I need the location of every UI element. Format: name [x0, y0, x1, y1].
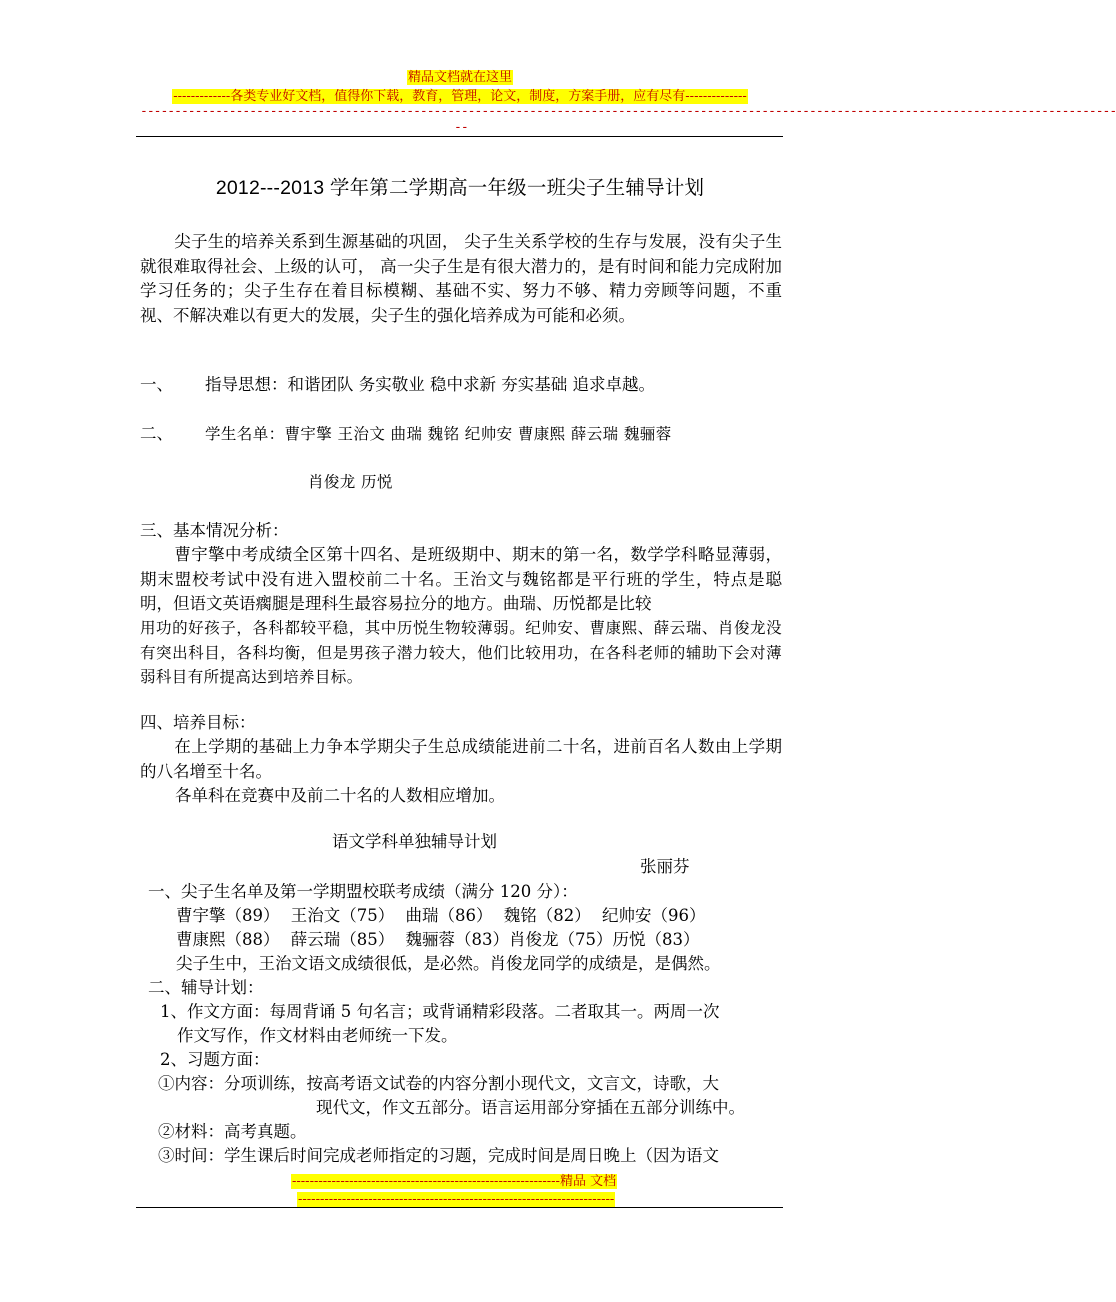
section2-text: 学生名单：曹宇擎 王治文 曲瑞 魏铭 纪帅安 曹康熙 薛云瑞 魏骊蓉 — [205, 425, 672, 443]
intro-paragraph — [140, 230, 782, 328]
section3-heading: 三、基本情况分析： — [140, 521, 289, 540]
chinese-plan-item1-cont: 作文写作，作文材料由老师统一下发。 — [177, 1026, 458, 1045]
document-title: 2012---2013 学年第二学期高一年级一班尖子生辅导计划 — [215, 177, 705, 199]
chinese-plan-item1: 1、作文方面：每周背诵 5 句名言；或背诵精彩段落。二者取其一。两周一次 — [160, 1002, 720, 1021]
intro-text: 尖子生的培养关系到生源基础的巩固， 尖子生关系学校的生存与发展，没有尖子生就很难取得社会、上级的认可， 高一尖子生是有很大潜力的，是有时间和能力完成附加学习任务的；尖子生存在着目标模糊、基础不实、努力不够、精力旁顾等问题，不重视、不解决难以有更大的发展，尖子生的强化培养成为可能和必须。 — [140, 232, 782, 325]
header-subtitle: -------------各类专业好文档，值得你下载，教育，管理，论文，制度，方案手册，应有尽有-------------- — [173, 89, 747, 104]
chinese-plan-author: 张丽芬 — [640, 857, 690, 876]
chinese-plan-scores-row1: 曹宇擎（89） 王治文（75） 曲瑞（86） 魏铭（82） 纪帅安（96） — [176, 906, 706, 925]
chinese-plan-title: 语文学科单独辅导计划 — [332, 832, 497, 851]
section3-text-a: 曹宇擎中考成绩全区第十四名、是班级期中、期末的第一名，数学学科略显薄弱，期末盟校考试中没有进入盟校前二十名。王治文与魏铭都是平行班的学生，特点是聪明，但语文英语瘸腿是理科生最容易拉分的地方。曲瑞、历悦都是比较 — [140, 545, 782, 613]
chinese-plan-scores-row2: 曹康熙（88） 薛云瑞（85） 魏骊蓉（83）肖俊龙（75）历悦（83） — [176, 930, 700, 949]
section2-number: 二、 — [140, 424, 173, 443]
header-dash-line: ----------------------------------------------------------------------------------------------------------------------------------------------- — [140, 104, 1116, 119]
section4-heading: 四、培养目标： — [140, 713, 256, 732]
section1-text: 指导思想：和谐团队 务实敬业 稳中求新 夯实基础 追求卓越。 — [205, 375, 655, 394]
section3-paragraph-a — [140, 543, 782, 617]
footer-banner-2 — [297, 1188, 615, 1208]
chinese-plan-item2-1-cont: 现代文，作文五部分。语言运用部分穿插在五部分训练中。 — [316, 1098, 745, 1117]
footer-rule — [136, 1207, 783, 1208]
chinese-plan-part2-heading: 二、辅导计划： — [148, 978, 264, 997]
section4-paragraph-2: 各单科在竞赛中及前二十名的人数相应增加。 — [175, 786, 505, 805]
header-title: 精品文档就在这里 — [407, 70, 512, 85]
chinese-plan-item2-2: ②材料：高考真题。 — [158, 1122, 307, 1141]
header-sub-banner — [0, 85, 920, 105]
chinese-plan-item2: 2、习题方面： — [160, 1050, 270, 1069]
footer-line1: -------------------------------------------------------------精品 文档 — [292, 1174, 617, 1189]
header-rule — [136, 136, 783, 137]
section4-paragraph-1 — [140, 735, 782, 784]
section4-text-1: 在上学期的基础上力争本学期尖子生总成绩能进前二十名，进前百名人数由上学期的八名增至十名。 — [140, 737, 782, 781]
header-dash-tail: -- — [454, 120, 468, 135]
footer-banner — [291, 1170, 617, 1190]
chinese-plan-part1-heading: 一、尖子生名单及第一学期盟校联考成绩（满分 120 分）： — [148, 882, 578, 901]
chinese-plan-comment: 尖子生中，王治文语文成绩很低，是必然。肖俊龙同学的成绩是，是偶然。 — [176, 954, 721, 973]
section3-paragraph-b: 用功的好孩子，各科都较平稳，其中历悦生物较薄弱。纪帅安、曹康熙、薛云瑞、肖俊龙没有突出科目，各科均衡，但是男孩子潜力较大，他们比较用功，在各科老师的辅助下会对薄弱科目有所提高达到培养目标。 — [140, 619, 782, 686]
section2-text-cont: 肖俊龙 历悦 — [308, 473, 393, 491]
chinese-plan-item2-3: ③时间：学生课后时间完成老师指定的习题，完成时间是周日晚上（因为语文 — [158, 1146, 719, 1165]
section1-number: 一、 — [140, 375, 173, 394]
header-banner — [0, 66, 920, 86]
footer-line2: ------------------------------------------------------------------------ — [298, 1192, 615, 1207]
chinese-plan-item2-1: ①内容：分项训练，按高考语文试卷的内容分割小现代文，文言文，诗歌，大 — [158, 1074, 719, 1093]
